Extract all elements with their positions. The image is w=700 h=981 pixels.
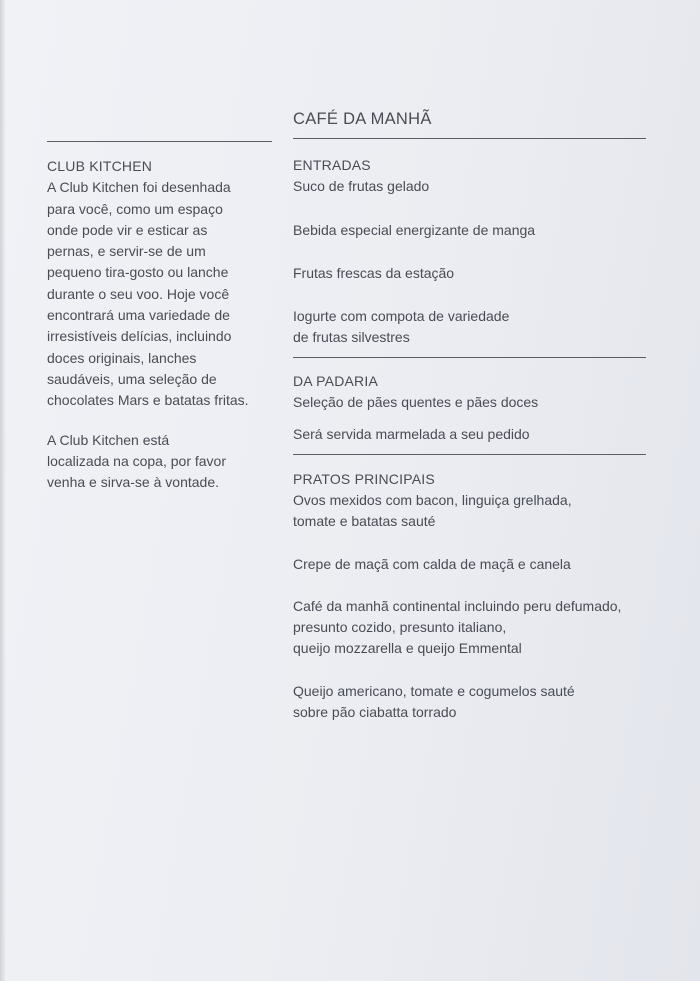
text-line: encontrará uma variedade de	[47, 307, 230, 324]
text-line: irresistíveis delícias, incluindo	[47, 328, 232, 345]
menu-item	[293, 176, 646, 197]
section-entradas	[293, 155, 646, 349]
item-line: Suco de frutas gelado	[293, 178, 430, 195]
menu-item	[293, 263, 646, 284]
text-line: A Club Kitchen está	[47, 431, 170, 448]
menu-item	[293, 490, 646, 533]
club-kitchen-heading: CLUB KITCHEN	[47, 158, 153, 174]
section-heading: DA PADARIA	[293, 372, 378, 389]
menu-item	[293, 424, 646, 445]
item-line: sobre pão ciabatta torrado	[293, 704, 457, 721]
item-line: Bebida especial energizante de manga	[293, 221, 536, 238]
section-pratos-principais	[293, 469, 646, 724]
text-line: durante o seu voo. Hoje você	[47, 285, 230, 302]
club-kitchen-description	[47, 177, 272, 411]
menu-item	[293, 554, 646, 575]
section-heading: PRATOS PRINCIPAIS	[293, 470, 435, 487]
item-line: Será servida marmelada a seu pedido	[293, 426, 530, 443]
text-line: saudáveis, uma seleção de	[47, 370, 217, 387]
club-kitchen-column	[47, 141, 272, 493]
item-line: Queijo americano, tomate e cogumelos sauté	[293, 682, 575, 699]
page-edge-shadow	[0, 0, 6, 981]
item-line: Iogurte com compota de variedade	[293, 308, 510, 325]
menu-item	[293, 306, 646, 349]
text-line: chocolates Mars e batatas fritas.	[47, 392, 249, 409]
item-line: Seleção de pães quentes e pães doces	[293, 394, 539, 411]
item-line: presunto cozido, presunto italiano,	[293, 619, 507, 636]
section-da-padaria	[293, 371, 646, 446]
menu-item	[293, 681, 646, 724]
text-line: onde pode vir e esticar as	[47, 221, 208, 238]
menu-item	[293, 220, 646, 241]
item-line: Crepe de maçã com calda de maçã e canela	[293, 555, 571, 572]
club-kitchen-location	[47, 430, 272, 494]
text-line: venha e sirva-se à vontade.	[47, 474, 219, 491]
breakfast-menu-column	[293, 108, 646, 723]
item-line: Café da manhã continental incluindo peru defumado,	[293, 597, 622, 614]
menu-item	[293, 596, 646, 660]
item-line: de frutas silvestres	[293, 329, 410, 346]
text-line: pequeno tira-gosto ou lanche	[47, 264, 229, 281]
item-line: Ovos mexidos com bacon, linguiça grelhada,	[293, 491, 572, 508]
text-line: localizada na copa, por favor	[47, 452, 226, 469]
section-heading: ENTRADAS	[293, 157, 371, 173]
text-line: doces originais, lanches	[47, 349, 197, 366]
menu-item	[293, 392, 646, 413]
text-line: para você, como um espaço	[47, 200, 223, 217]
item-line: queijo mozzarella e queijo Emmental	[293, 640, 522, 657]
text-line: pernas, e servir-se de um	[47, 243, 206, 260]
text-line: A Club Kitchen foi desenhada	[47, 179, 231, 196]
item-line: tomate e batatas sauté	[293, 513, 436, 530]
menu-title: CAFÉ DA MANHÃ	[293, 110, 432, 128]
item-line: Frutas frescas da estação	[293, 264, 455, 281]
